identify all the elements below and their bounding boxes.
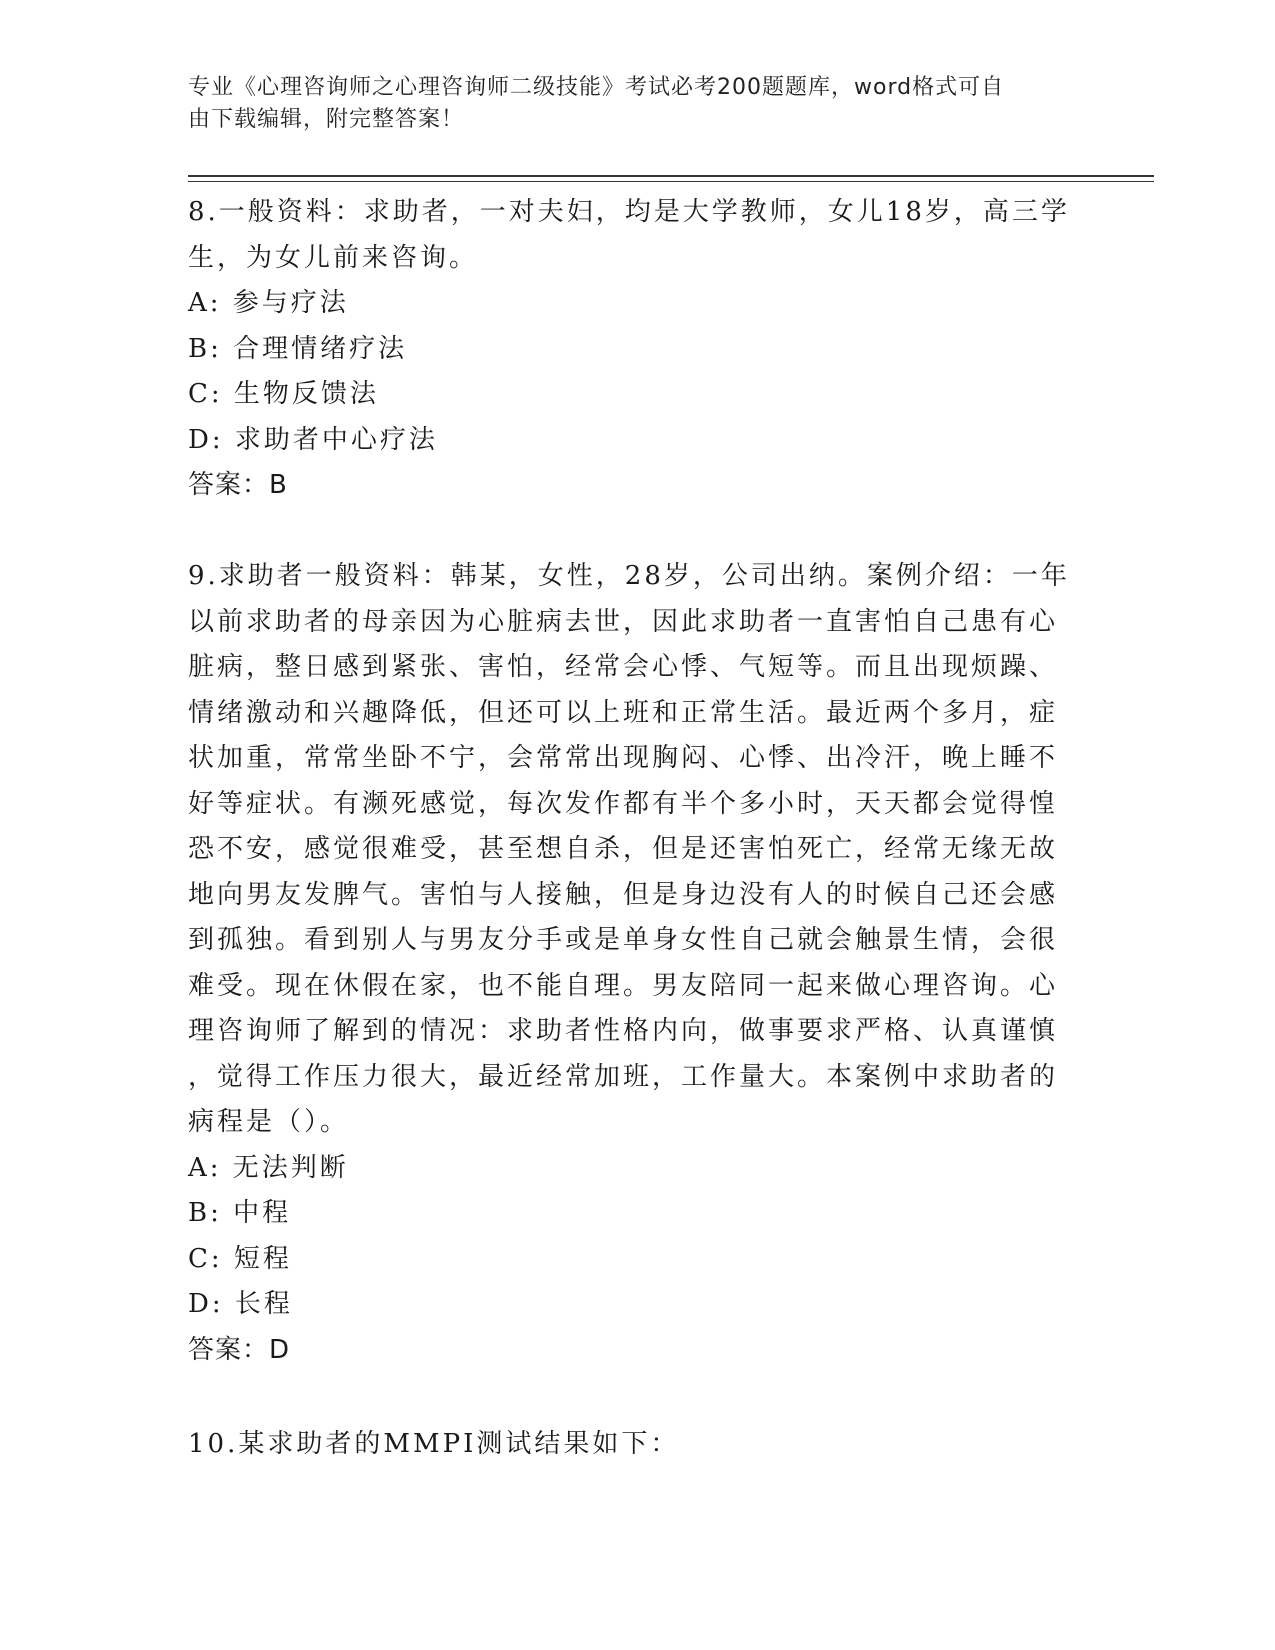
answer-line: 答案：B <box>188 470 288 500</box>
question-text-line: 情绪激动和兴趣降低，但还可以上班和正常生活。最近两个多月，症 <box>188 697 1059 728</box>
question-text-line: 生，为女儿前来咨询。 <box>188 242 479 273</box>
question-text-line: 8.一般资料：求助者，一对夫妇，均是大学教师，女儿18岁，高三学 <box>188 197 1070 227</box>
answer-line: 答案：D <box>188 1334 291 1365</box>
question-text-line: 病程是（）。 <box>188 1107 350 1137</box>
question-9 <box>188 554 1078 1373</box>
question-text-line: 恐不安，感觉很难受，甚至想自杀，但是还害怕死亡，经常无缘无故 <box>188 834 1059 864</box>
option-c: C: 短程 <box>188 1243 292 1274</box>
question-text-line: 好等症状。有濒死感觉，每次发作都有半个多小时，天天都会觉得惶 <box>188 788 1059 819</box>
option-a: A: 无法判断 <box>188 1152 349 1183</box>
option-d: D: 求助者中心疗法 <box>188 424 438 455</box>
header-divider-thick <box>188 175 1154 177</box>
question-text-line: 理咨询师了解到的情况：求助者性格内向，做事要求严格、认真谨慎 <box>188 1016 1059 1046</box>
question-text-line: ，觉得工作压力很大，最近经常加班，工作量大。本案例中求助者的 <box>188 1061 1059 1092</box>
header-line-2: 由下载编辑，附完整答案！ <box>188 107 465 132</box>
question-text-line: 地向男友发脾气。害怕与人接触，但是身边没有人的时候自己还会感 <box>188 879 1059 910</box>
question-text-line: 到孤独。看到别人与男友分手或是单身女性自己就会触景生情，会很 <box>188 925 1059 955</box>
document-header <box>188 72 1068 136</box>
option-c: C: 生物反馈法 <box>188 379 379 409</box>
option-a: A: 参与疗法 <box>188 288 349 318</box>
question-text-line: 脏病，整日感到紧张、害怕，经常会心悸、气短等。而且出现烦躁、 <box>188 652 1059 682</box>
question-10 <box>188 1422 1078 1468</box>
header-line-1: 专业《心理咨询师之心理咨询师二级技能》考试必考200题题库，word格式可自 <box>188 75 1005 100</box>
option-b: B: 中程 <box>188 1198 292 1228</box>
question-text-line: 状加重，常常坐卧不宁，会常常出现胸闷、心悸、出冷汗，晚上睡不 <box>188 743 1059 773</box>
header-divider-thin <box>188 181 1154 182</box>
option-d: D: 长程 <box>188 1289 293 1319</box>
option-b: B: 合理情绪疗法 <box>188 333 408 364</box>
question-text-line: 难受。现在休假在家，也不能自理。男友陪同一起来做心理咨询。心 <box>188 970 1059 1001</box>
question-text-line: 10.某求助者的MMPI测试结果如下： <box>188 1429 680 1459</box>
question-8 <box>188 190 1078 509</box>
question-text-line: 以前求助者的母亲因为心脏病去世，因此求助者一直害怕自己患有心 <box>188 606 1059 637</box>
question-text-line: 9.求助者一般资料：韩某，女性，28岁，公司出纳。案例介绍：一年 <box>188 561 1070 591</box>
